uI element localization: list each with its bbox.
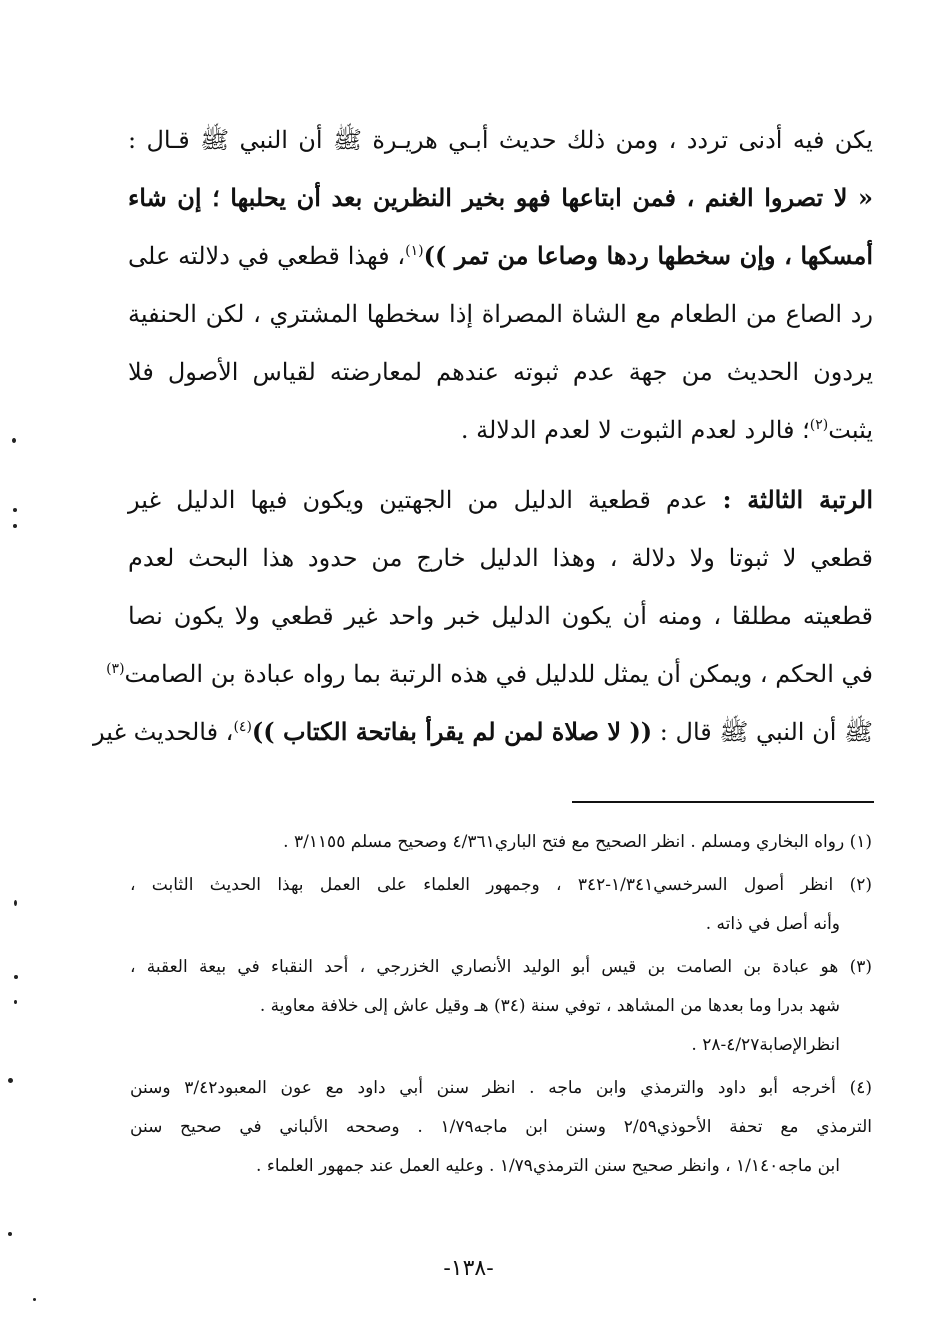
footnote-ref: (١): [405, 243, 424, 259]
text-line: يكن فيه أدنى تردد ، ومن ذلك حديث أبـي هريـرة ﷺ أن النبي ﷺ قـال :: [128, 126, 873, 154]
footnote-ref: (٢): [809, 417, 829, 433]
footnote-1: (١) رواه البخاري ومسلم . انظر الصحيح مع فتح الباري٤/٣٦١ وصحيح مسلم ٣/١١٥٥ .: [283, 832, 872, 852]
hadith-fragment: أمسكها ، وإن سخطها ردها وصاعا من تمر )): [423, 241, 873, 270]
text-line: قطعيته مطلقا ، ومنه أن يكون الدليل خبر واحد غير قطعي ولا يكون نصا: [128, 602, 873, 630]
text-line: أمسكها ، وإن سخطها ردها وصاعا من تمر ))$^{(١)}$، فهذا قطعي في دلالته على: [128, 241, 873, 270]
footnote-2-cont: وأنه أصل في ذاته .: [705, 914, 840, 934]
text-line: ﷺ أن النبي ﷺ قال : (( لا صلاة لمن لم يقرأ بفاتحة الكتاب ))$^{(٤)}$، فالحديث غير: [92, 717, 873, 746]
scan-speck: [8, 1078, 13, 1083]
main-text: [92, 118, 874, 768]
text-line: رد الصاع من الطعام مع الشاة المصراة إذا سخطها المشتري ، لكن الحنفية: [128, 300, 873, 328]
footnote-3-cont: انظرالإصابة٤/٢٧-٢٨ .: [691, 1035, 840, 1055]
scan-speck: [14, 1000, 17, 1004]
scan-speck: [33, 1298, 36, 1301]
footnotes: [130, 823, 872, 1186]
text-line-hadith: « لا تصروا الغنم ، فمن ابتاعها فهو بخير النظرين بعد أن يحلبها ؛ إن شاء: [128, 183, 873, 212]
footnote-separator: [572, 801, 874, 803]
scan-speck: [13, 524, 17, 528]
footnote-3: (٣) هو عبادة بن الصامت بن قيس أبو الوليد الأنصاري الخزرجي ، أحد النقباء في بيعة العقبة ،: [130, 957, 872, 977]
footnote-4-cont: الترمذي مع تحفة الأحوذي٢/٥٩ وسنن ابن ماجه١/٧٩ . وصححه الألباني في صحيح سنن: [130, 1117, 873, 1137]
scan-speck: [8, 1232, 12, 1236]
text-line: يردون الحديث من جهة عدم ثبوته عندهم لمعارضته لقياس الأصول فلا: [128, 358, 874, 386]
scan-speck: [12, 438, 16, 443]
footnote-4-cont: ابن ماجه١/١٤٠ ، وانظر صحيح سنن الترمذي١/٧٩ . وعليه العمل عند جمهور العلماء .: [256, 1156, 840, 1176]
footnote-ref: (٣): [106, 661, 125, 677]
text-line: الرتبة الثالثة : عدم قطعية الدليل من الجهتين ويكون فيها الدليل غير: [128, 485, 873, 514]
scan-speck: [14, 900, 17, 906]
footnote-2: (٢) انظر أصول السرخسي١/٣٤١-٣٤٢ ، وجمهور العلماء على العمل بهذا الحديث الثابت ،: [130, 875, 872, 895]
scan-speck: [13, 508, 17, 512]
rank-heading: الرتبة الثالثة :: [722, 485, 873, 514]
text-line: يثبت$^{(٢)}$؛ فالرد لعدم الثبوت لا لعدم الدلالة .: [460, 416, 873, 444]
text-line: في الحكم ، ويمكن أن يمثل للدليل في هذه الرتبة بما رواه عبادة بن الصامت$^{(٣)}$: [106, 660, 873, 688]
scan-speck: [14, 975, 18, 979]
footnote-4: (٤) أخرجه أبو داود والترمذي وابن ماجه . انظر سنن أبي داود مع عون المعبود٣/٤٢ وسنن: [130, 1078, 872, 1098]
text-line: قطعي لا ثبوتا ولا دلالة ، وهذا الدليل خارج من حدود هذا البحث لعدم: [128, 544, 873, 572]
footnote-ref: (٤): [233, 719, 252, 735]
footnote-3-cont: شهد بدرا وما بعدها من المشاهد ، توفي سنة (٣٤) هـ وقيل عاش إلى خلافة معاوية .: [259, 996, 840, 1016]
page-number: -١٣٨-: [443, 1256, 494, 1281]
hadith-fragment: (( لا صلاة لمن لم يقرأ بفاتحة الكتاب )): [251, 717, 653, 746]
